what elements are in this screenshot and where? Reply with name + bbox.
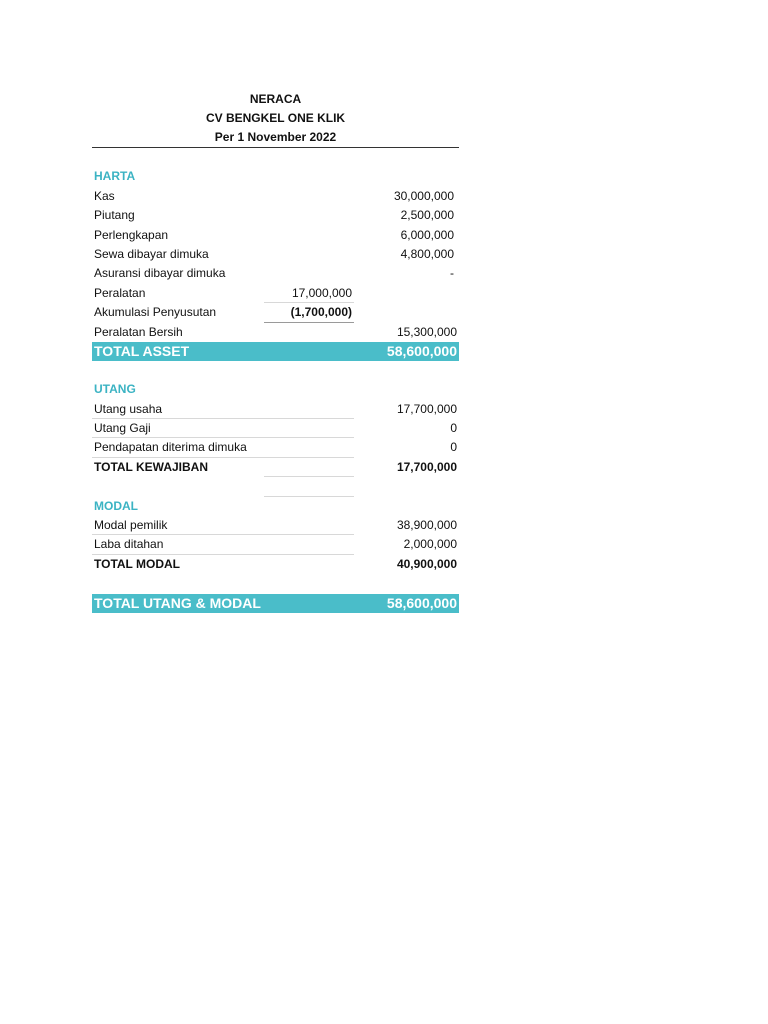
- equity-row: [92, 516, 459, 535]
- section-harta: [92, 167, 459, 186]
- liability-row: [92, 400, 459, 419]
- asset-row: [92, 226, 459, 245]
- total-asset-band: [92, 342, 459, 361]
- section-heading: MODAL: [94, 498, 138, 513]
- row-label: Utang usaha: [94, 401, 163, 416]
- row-label: Akumulasi Penyusutan: [94, 305, 217, 320]
- balance-sheet: [92, 90, 459, 613]
- row-label: Peralatan: [94, 285, 146, 300]
- total-label: TOTAL KEWAJIBAN: [94, 459, 209, 474]
- section-heading: HARTA: [94, 169, 136, 184]
- spacer: [92, 574, 459, 593]
- total-label: TOTAL MODAL: [94, 556, 180, 571]
- peralatan-row: [92, 284, 459, 303]
- total-label: TOTAL UTANG & MODAL: [94, 594, 261, 611]
- row-label: Utang Gaji: [94, 421, 151, 436]
- asset-row: [92, 245, 459, 264]
- spacer: [92, 361, 459, 380]
- row-label: Piutang: [94, 208, 135, 223]
- row-value: 17,700,000: [396, 401, 457, 416]
- total-value: 58,600,000: [386, 594, 457, 611]
- row-label: Kas: [94, 188, 115, 203]
- total-label: TOTAL ASSET: [94, 342, 190, 359]
- row-label: Peralatan Bersih: [94, 324, 183, 339]
- section-utang: [92, 380, 459, 399]
- row-value: 2,000,000: [403, 537, 457, 552]
- total-value: 17,700,000: [396, 459, 457, 474]
- section-heading: UTANG: [94, 382, 136, 397]
- liability-row: [92, 438, 459, 457]
- section-modal: [92, 497, 459, 516]
- equity-row: [92, 535, 459, 554]
- asset-row: [92, 206, 459, 225]
- total-value: 40,900,000: [396, 556, 457, 571]
- report-date: Per 1 November 2022: [92, 128, 459, 148]
- row-value: 4,800,000: [400, 246, 454, 261]
- total-kewajiban-row: [92, 458, 459, 477]
- row-sub-value: (1,700,000): [290, 305, 352, 320]
- peralatan-bersih-row: [92, 323, 459, 342]
- asset-row: [92, 264, 459, 283]
- row-sub-value: 17,000,000: [291, 285, 352, 300]
- total-utang-modal-band: [92, 594, 459, 613]
- row-value: -: [450, 266, 454, 281]
- total-value: 58,600,000: [386, 342, 457, 359]
- row-label: Modal pemilik: [94, 518, 168, 533]
- total-modal-row: [92, 555, 459, 574]
- akumulasi-row: [92, 303, 459, 322]
- row-value: 15,300,000: [396, 324, 457, 339]
- row-value: 38,900,000: [396, 518, 457, 533]
- row-value: 0: [450, 440, 457, 455]
- row-value: 6,000,000: [400, 227, 454, 242]
- row-label: Pendapatan diterima dimuka: [94, 440, 247, 455]
- row-label: Perlengkapan: [94, 227, 169, 242]
- company-name: CV BENGKEL ONE KLIK: [205, 111, 346, 125]
- spacer: [92, 148, 459, 167]
- blank-row: [92, 477, 459, 496]
- row-value: 30,000,000: [393, 188, 454, 203]
- asset-row: [92, 187, 459, 206]
- row-label: Sewa dibayar dimuka: [94, 246, 209, 261]
- row-label: Laba ditahan: [94, 537, 164, 552]
- row-value: 0: [450, 421, 457, 436]
- report-title: NERACA: [249, 92, 302, 106]
- liability-row: [92, 419, 459, 438]
- row-value: 2,500,000: [400, 208, 454, 223]
- row-label: Asuransi dibayar dimuka: [94, 266, 226, 281]
